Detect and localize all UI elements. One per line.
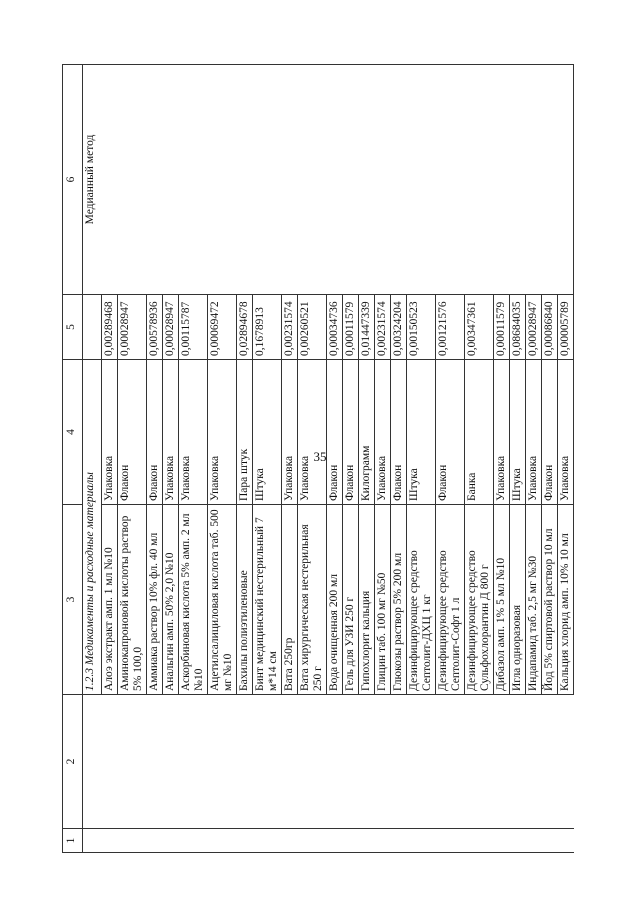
item-unit: Флакон (147, 360, 163, 505)
item-name: Вата хирургическая нестерильная 250 г (298, 505, 327, 695)
item-value: 0,00005789 (558, 295, 574, 360)
item-value: 0,01447339 (359, 295, 375, 360)
header-cell-5: 5 (63, 295, 83, 360)
method-cell: Медианный метод (83, 65, 574, 295)
item-value: 0,00011579 (343, 295, 359, 360)
item-name: Аскорбиновая кислота 5% амп. 2 мл №10 (179, 505, 208, 695)
item-unit: Упаковка (526, 360, 542, 505)
item-unit: Упаковка (375, 360, 391, 505)
item-name: Вода очищенная 200 мл (327, 505, 343, 695)
item-name: Аммиака раствор 10% фл. 40 мл (147, 505, 163, 695)
item-value: 0,00069472 (208, 295, 237, 360)
item-value: 0,00011579 (494, 295, 510, 360)
item-value: 0,08684035 (510, 295, 526, 360)
item-unit: Флакон (327, 360, 343, 505)
item-name: Кальция хлорид амп. 10% 10 мл (558, 505, 574, 695)
item-unit: Упаковка (494, 360, 510, 505)
item-value: 0,00578936 (147, 295, 163, 360)
item-name: Гель для УЗИ 250 г (343, 505, 359, 695)
item-name: Бинт медицинский нестерильный 7 м*14 см (253, 505, 282, 695)
item-unit: Флакон (436, 360, 465, 505)
section-title: 1.2.3 Медикаменты и расходные материалы (83, 360, 102, 695)
item-value: 0,1678913 (253, 295, 282, 360)
item-unit: Штука (407, 360, 436, 505)
item-name: Игла одноразовая (510, 505, 526, 695)
item-value: 0,00289468 (102, 295, 118, 360)
item-unit: Штука (510, 360, 526, 505)
item-unit: Упаковка (282, 360, 298, 505)
item-unit: Упаковка (163, 360, 179, 505)
item-name: Йод 5% спиртовой раствор 10 мл (542, 505, 558, 695)
item-value: 0,00150523 (407, 295, 436, 360)
item-value: 0,02894678 (237, 295, 253, 360)
header-cell-4: 4 (63, 360, 83, 505)
item-name: Глюкозы раствор 5% 200 мл (391, 505, 407, 695)
item-value: 0,00086840 (542, 295, 558, 360)
item-name: Вата 250гр (282, 505, 298, 695)
materials-table (62, 64, 574, 853)
item-name: Анальгин амп. 50% 2,0 №10 (163, 505, 179, 695)
item-value: 0,00324204 (391, 295, 407, 360)
header-cell-3: 3 (63, 505, 83, 695)
item-unit: Упаковка (558, 360, 574, 505)
rotated-table-container (62, 65, 619, 853)
item-unit: Упаковка (102, 360, 118, 505)
item-name: Аминокапроновой кислоты раствор 5% 100,0 (118, 505, 147, 695)
item-unit: Флакон (118, 360, 147, 505)
item-name: Ацетилсалициловая кислота таб. 500 мг №10 (208, 505, 237, 695)
item-unit: Пара штук (237, 360, 253, 505)
header-cell-6: 6 (63, 65, 83, 295)
item-name: Индапамид таб. 2,5 мг №30 (526, 505, 542, 695)
item-unit: Флакон (391, 360, 407, 505)
item-value: 0,00028947 (163, 295, 179, 360)
item-unit: Флакон (542, 360, 558, 505)
section-value-blank (83, 295, 102, 360)
item-name: Дезинфицирующее средство Септолит-ДХЦ 1 кг (407, 505, 436, 695)
item-unit: Штука (253, 360, 282, 505)
item-name: Глицин таб. 100 мг №50 (375, 505, 391, 695)
section-row (83, 65, 102, 853)
header-cell-2: 2 (63, 695, 83, 829)
item-value: 0,00115787 (179, 295, 208, 360)
item-name: Дезинфицирующее средство Септолит-Софт 1 л (436, 505, 465, 695)
item-unit: Килограмм (359, 360, 375, 505)
item-value: 0,00231574 (375, 295, 391, 360)
item-value: 0,00028947 (526, 295, 542, 360)
blank-col-2 (83, 695, 574, 829)
item-value: 0,00231574 (282, 295, 298, 360)
item-name: Бахилы полиэтиленовые (237, 505, 253, 695)
item-name: Алоэ экстракт амп. 1 мл №10 (102, 505, 118, 695)
item-name: Дибазол амп. 1% 5 мл №10 (494, 505, 510, 695)
header-row (63, 65, 83, 853)
item-unit: Флакон (343, 360, 359, 505)
item-unit: Упаковка (208, 360, 237, 505)
item-name: Гипохлорит кальция (359, 505, 375, 695)
item-name: Дезинфицирующее средство Сульфохлорантин Д 800 г (465, 505, 494, 695)
item-value: 0,00034736 (327, 295, 343, 360)
item-unit: Упаковка (179, 360, 208, 505)
item-value: 0,00347361 (465, 295, 494, 360)
item-value: 0,00260521 (298, 295, 327, 360)
blank-col-1 (83, 829, 574, 853)
item-unit: Банка (465, 360, 494, 505)
page-number: 35 (313, 449, 327, 464)
header-cell-1: 1 (63, 829, 83, 853)
item-unit: Упаковка (298, 360, 327, 505)
item-value: 0,00028947 (118, 295, 147, 360)
item-value: 0,00121576 (436, 295, 465, 360)
